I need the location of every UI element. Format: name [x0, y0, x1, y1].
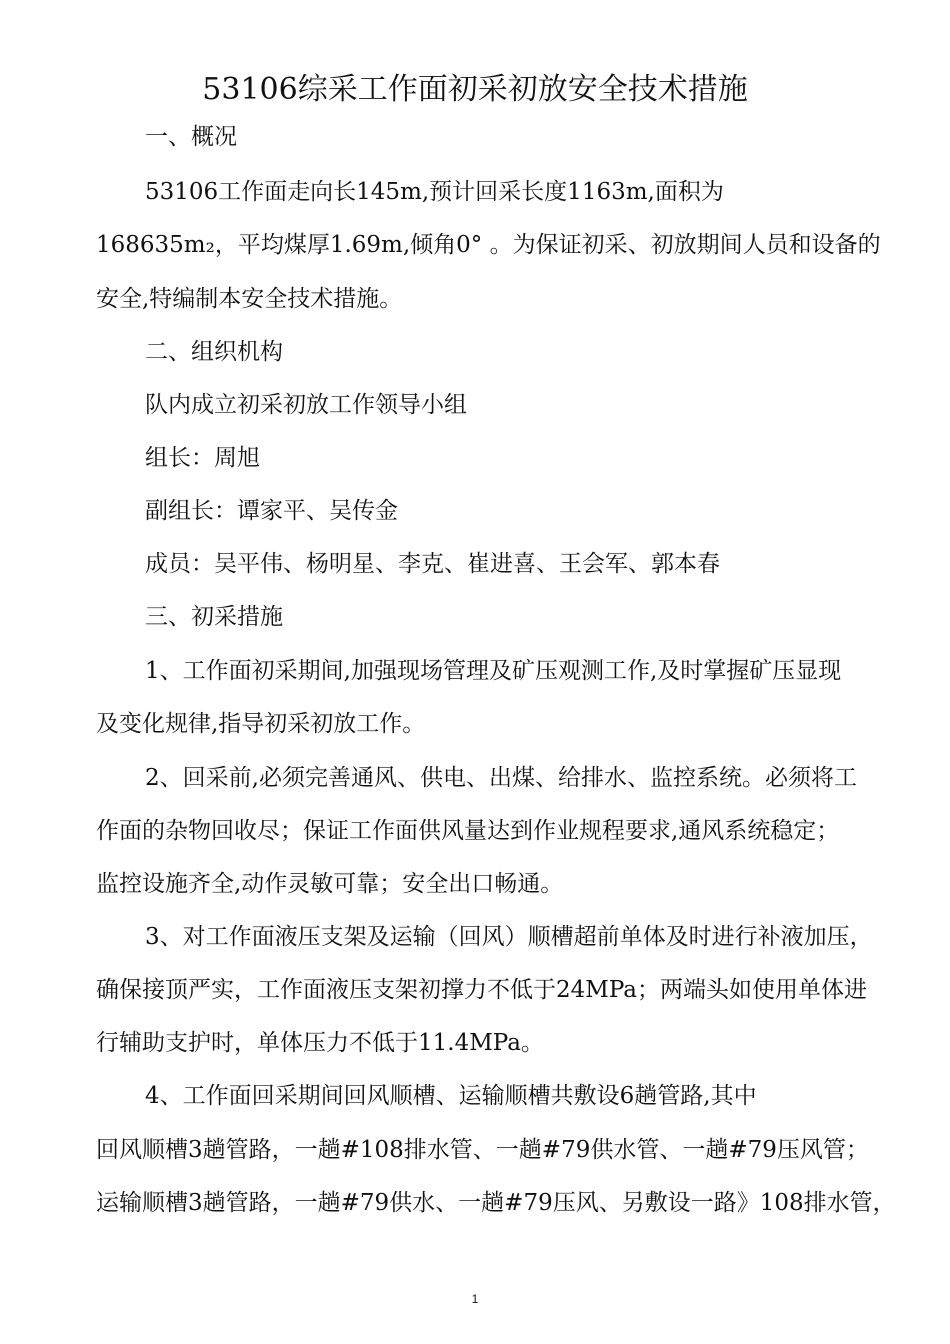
paragraph-line: 4、工作面回采期间回风顺槽、运输顺槽共敷设6趟管路,其中 [145, 1083, 757, 1109]
paragraph-line: 成员：吴平伟、杨明星、李克、崔进喜、王会军、郭本春 [145, 551, 720, 577]
heading-organization: 二、组织机构 [145, 339, 283, 365]
paragraph-line: 队内成立初采初放工作领导小组 [145, 392, 467, 418]
page-number: 1 [471, 1292, 479, 1306]
paragraph-line: 2、回采前,必须完善通风、供电、出煤、给排水、监控系统。必须将工 [145, 765, 857, 791]
paragraph-line: 副组长：谭家平、吴传金 [145, 498, 398, 524]
paragraph-line: 1、工作面初采期间,加强现场管理及矿压观测工作,及时掌握矿压显现 [145, 658, 842, 684]
paragraph-line: 168635m₂，平均煤厚1.69m,倾角0° 。为保证初采、初放期间人员和设备的 [96, 232, 881, 258]
paragraph-line: 安全,特编制本安全技术措施。 [96, 286, 403, 312]
paragraph-line: 监控设施齐全,动作灵敏可靠；安全出口畅通。 [96, 871, 564, 897]
paragraph-line: 回风顺槽3趟管路，一趟#108排水管、一趟#79供水管、一趟#79压风管； [96, 1137, 869, 1163]
document-title: 53106综采工作面初采初放安全技术措施 [202, 72, 748, 107]
paragraph-line: 作面的杂物回收尽；保证工作面供风量达到作业规程要求,通风系统稳定； [96, 818, 840, 844]
paragraph-line: 3、对工作面液压支架及运输（回风）顺槽超前单体及时进行补液加压， [145, 924, 873, 950]
paragraph-line: 53106工作面走向长145m,预计回采长度1163m,面积为 [145, 179, 724, 205]
heading-overview: 一、概况 [145, 124, 237, 150]
paragraph-line: 组长：周旭 [145, 445, 260, 471]
paragraph-line: 运输顺槽3趟管路，一趟#79供水、一趟#79压风、另敷设一路》108排水管， [96, 1190, 896, 1216]
paragraph-line: 确保接顶严实，工作面液压支架初撑力不低于24MPa；两端头如使用单体进 [96, 977, 867, 1003]
paragraph-line: 及变化规律,指导初采初放工作。 [96, 711, 426, 737]
paragraph-line: 行辅助支护时，单体压力不低于11.4MPa。 [96, 1030, 544, 1056]
heading-initial-mining: 三、初采措施 [145, 604, 283, 630]
